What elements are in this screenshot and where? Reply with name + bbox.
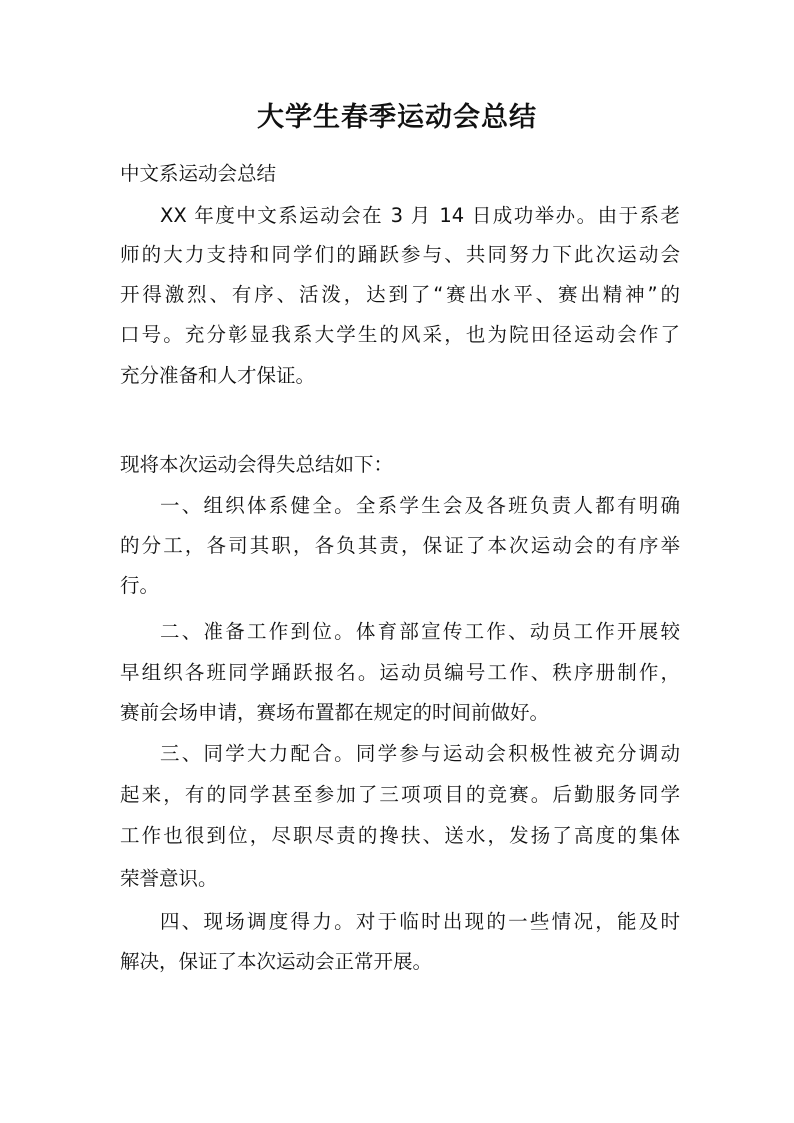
paragraph-line: 二、准备工作到位。体育部宣传工作、动员工作开展较 — [160, 620, 680, 643]
paragraph-line: 解决，保证了本次运动会正常开展。 — [120, 950, 433, 973]
paragraph-line: 充分准备和人才保证。 — [120, 364, 316, 387]
paragraph-line: 三、同学大力配合。同学参与运动会积极性被充分调动 — [160, 742, 680, 765]
paragraph-line: 行。 — [120, 574, 160, 597]
paragraph-line: 起来，有的同学甚至参加了三项项目的竞赛。后勤服务同学 — [120, 783, 680, 806]
paragraph-line: 赛前会场申请，赛场布置都在规定的时间前做好。 — [120, 701, 550, 724]
paragraph-line: 荣誉意识。 — [120, 867, 218, 890]
paragraph-line: 工作也很到位，尽职尽责的搀扶、送水，发扬了高度的集体 — [120, 824, 680, 847]
paragraph-line: 四、现场调度得力。对于临时出现的一些情况，能及时 — [160, 910, 680, 933]
paragraph-line: 一、组织体系健全。全系学生会及各班负责人都有明确 — [160, 494, 680, 517]
section-intro: 现将本次运动会得失总结如下： — [120, 453, 394, 476]
paragraph-line: 的分工，各司其职，各负其责，保证了本次运动会的有序举 — [120, 534, 680, 557]
document-subtitle: 中文系运动会总结 — [120, 162, 277, 185]
paragraph-line: 早组织各班同学踊跃报名。运动员编号工作、秩序册制作， — [120, 661, 680, 684]
paragraph-line: 开得激烈、有序、活泼，达到了“赛出水平、赛出精神”的 — [120, 283, 680, 306]
paragraph-line: XX 年度中文系运动会在 3 月 14 日成功举办。由于系老 — [160, 204, 680, 227]
document-title: 大学生春季运动会总结 — [257, 102, 537, 133]
paragraph-line: 口号。充分彰显我系大学生的风采，也为院田径运动会作了 — [120, 323, 680, 346]
paragraph-line: 师的大力支持和同学们的踊跃参与、共同努力下此次运动会 — [120, 243, 680, 266]
